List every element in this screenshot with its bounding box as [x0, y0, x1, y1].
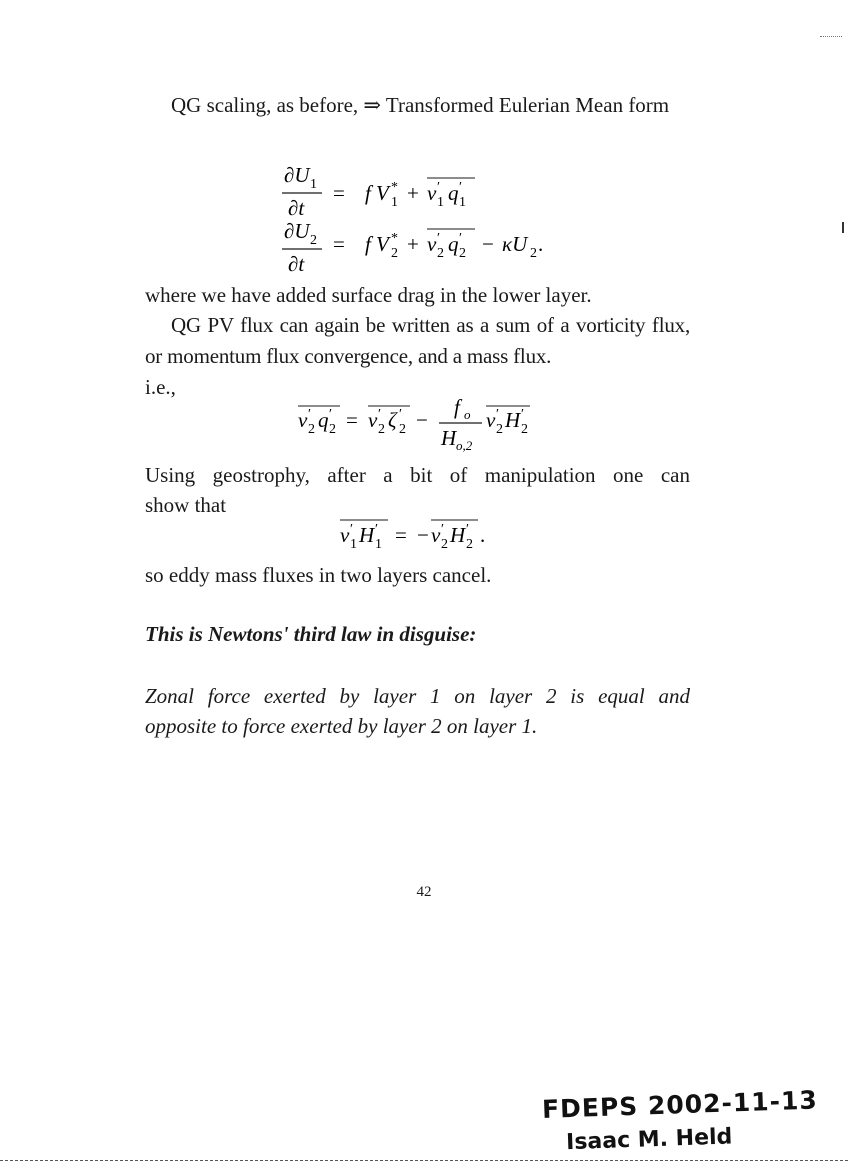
- newton-statement: Zonal force exerted by layer 1 on layer 2 is equal and opposite to force exerted by layer 2 on layer 1.: [145, 684, 690, 738]
- scan-artifact-bottom: [0, 1160, 848, 1161]
- stamp-line-1: FDEPS 2002-11-13: [541, 1085, 819, 1125]
- svg-text:1: 1: [350, 537, 357, 552]
- svg-text:=: =: [346, 408, 358, 432]
- drag-paragraph: where we have added surface drag in the lower layer.: [145, 283, 592, 307]
- cancel-paragraph: so eddy mass fluxes in two layers cancel.: [145, 563, 492, 587]
- svg-text:H: H: [441, 426, 457, 450]
- svg-text:.: .: [538, 232, 544, 256]
- svg-text:v: v: [340, 523, 350, 547]
- svg-text:1: 1: [375, 537, 382, 552]
- svg-text:v: v: [486, 408, 496, 432]
- svg-text:2: 2: [459, 246, 466, 261]
- intro-paragraph: [145, 90, 690, 120]
- svg-text:−: −: [417, 523, 429, 547]
- svg-text:2: 2: [466, 537, 473, 552]
- svg-text:2: 2: [329, 422, 336, 437]
- svg-text:2: 2: [437, 246, 444, 261]
- svg-text:f: f: [365, 232, 371, 256]
- intro-text: QG scaling, as before, ⇒ Transformed Eulerian Mean form: [171, 93, 670, 117]
- scan-artifact-top: [820, 36, 842, 37]
- svg-text:=: =: [333, 232, 345, 256]
- pv-flux-paragraph: QG PV flux can again be written as a sum of a vorticity flux, or momentum flux convergence, and a mass flux.: [145, 313, 690, 368]
- svg-text:1: 1: [310, 177, 317, 192]
- svg-text:′: ′: [350, 522, 354, 537]
- svg-text:−: −: [482, 232, 494, 256]
- svg-text:2: 2: [310, 233, 317, 248]
- svg-text:ζ: ζ: [388, 408, 397, 432]
- svg-text:′: ′: [437, 180, 441, 195]
- svg-text:2: 2: [399, 422, 406, 437]
- pv-flux-equation: [296, 392, 556, 460]
- dt-denominator: ∂t: [288, 196, 305, 220]
- scan-artifact-right: [842, 222, 844, 233]
- newton-heading: This is Newtons' third law in disguise:: [145, 622, 477, 646]
- svg-text:κU: κU: [502, 232, 528, 256]
- svg-text:=: =: [395, 523, 407, 547]
- svg-text:V: V: [376, 232, 389, 256]
- svg-text:−: −: [416, 408, 428, 432]
- svg-text:′: ′: [308, 407, 312, 422]
- svg-text:*: *: [391, 231, 398, 246]
- svg-text:′: ′: [399, 407, 403, 422]
- svg-text:v: v: [427, 181, 437, 205]
- svg-text:q: q: [448, 181, 459, 205]
- mass-flux-equation: [338, 512, 508, 556]
- svg-text:1: 1: [459, 195, 466, 210]
- svg-text:2: 2: [496, 422, 503, 437]
- svg-text:2: 2: [391, 246, 398, 261]
- svg-text:′: ′: [441, 522, 445, 537]
- svg-text:′: ′: [378, 407, 382, 422]
- handwritten-stamp: [538, 1085, 819, 1156]
- svg-text:H: H: [450, 523, 466, 547]
- svg-text:2: 2: [530, 246, 537, 261]
- svg-text:v: v: [368, 408, 378, 432]
- svg-text:f: f: [454, 395, 460, 419]
- svg-text:+: +: [407, 232, 419, 256]
- svg-text:q: q: [448, 232, 459, 256]
- stamp-line-2: Isaac M. Held: [565, 1124, 733, 1156]
- svg-text:o: o: [464, 407, 471, 422]
- svg-text:1: 1: [391, 195, 398, 210]
- u1-numerator: ∂U: [284, 163, 310, 187]
- svg-text:+: +: [407, 181, 419, 205]
- tem-equations: [270, 160, 600, 280]
- geostrophy-paragraph: Using geostrophy, after a bit of manipulation one can show that: [145, 463, 690, 517]
- svg-text:′: ′: [496, 407, 500, 422]
- svg-text:′: ′: [521, 407, 525, 422]
- svg-text:′: ′: [459, 231, 463, 246]
- svg-text:2: 2: [378, 422, 385, 437]
- svg-text:q: q: [318, 408, 329, 432]
- svg-text:.: .: [480, 523, 486, 547]
- svg-text:2: 2: [521, 422, 528, 437]
- page-number: 42: [416, 884, 432, 900]
- svg-text:v: v: [298, 408, 308, 432]
- svg-text:f: f: [365, 181, 371, 205]
- svg-text:v: v: [427, 232, 437, 256]
- svg-text:1: 1: [437, 195, 444, 210]
- svg-text:H: H: [359, 523, 375, 547]
- svg-text:′: ′: [437, 231, 441, 246]
- svg-text:2: 2: [308, 422, 315, 437]
- svg-text:′: ′: [375, 522, 379, 537]
- svg-text:o,2: o,2: [456, 438, 473, 453]
- svg-text:∂t: ∂t: [288, 252, 305, 276]
- svg-text:*: *: [391, 180, 398, 195]
- svg-text:′: ′: [466, 522, 470, 537]
- svg-text:=: =: [333, 181, 345, 205]
- u2-numerator: ∂U: [284, 219, 310, 243]
- svg-text:′: ′: [459, 180, 463, 195]
- ie-label: i.e.,: [145, 375, 176, 399]
- svg-text:H: H: [505, 408, 521, 432]
- equation-u2: [282, 219, 543, 276]
- equation-u1: [282, 163, 475, 220]
- svg-text:′: ′: [329, 407, 333, 422]
- svg-text:v: v: [431, 523, 441, 547]
- svg-text:V: V: [376, 181, 389, 205]
- svg-text:2: 2: [441, 537, 448, 552]
